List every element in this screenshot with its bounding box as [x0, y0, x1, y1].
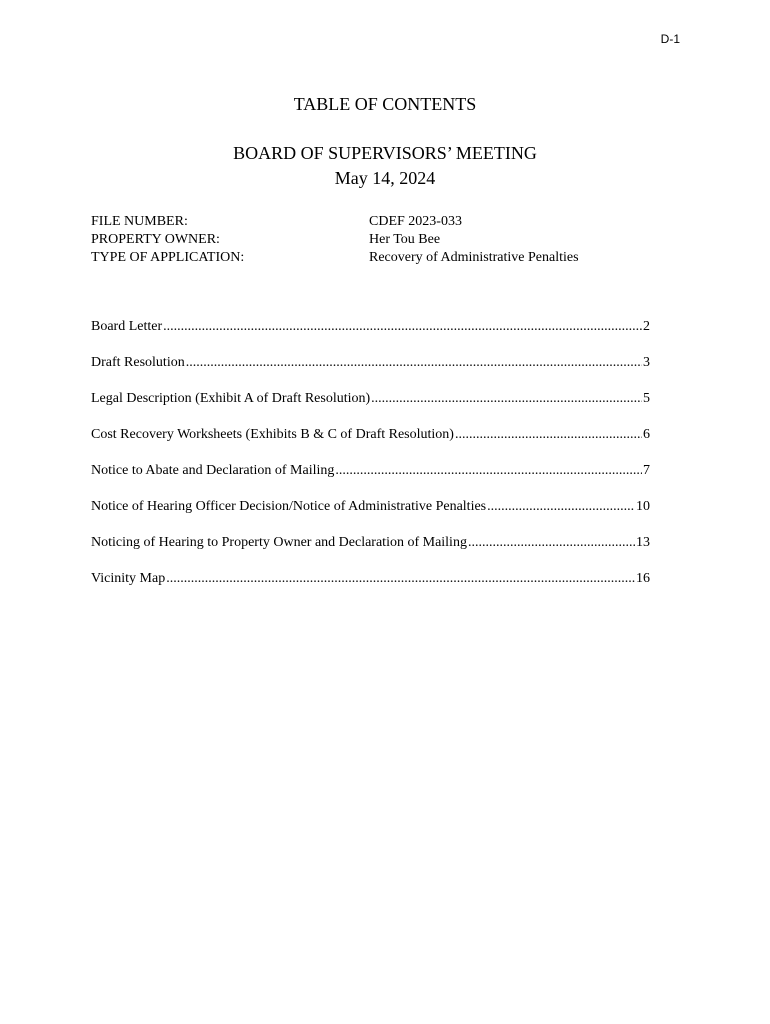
dot-leader: [455, 427, 642, 443]
dot-leader: [166, 571, 635, 587]
toc-page-number: 16: [636, 571, 650, 586]
toc-entry-label: Legal Description (Exhibit A of Draft Resolution): [91, 391, 371, 406]
table-of-contents: [91, 319, 650, 607]
toc-page-number: 5: [643, 391, 650, 406]
toc-page-number: 2: [643, 319, 650, 334]
toc-page-number: 6: [643, 427, 650, 442]
application-type-row: [91, 249, 579, 267]
toc-page-number: 13: [636, 535, 650, 550]
toc-entry-notice-to-abate[interactable]: [91, 463, 650, 499]
toc-entry-vicinity-map[interactable]: [91, 571, 650, 607]
toc-page-number: 10: [636, 499, 650, 514]
toc-entry-board-letter[interactable]: [91, 319, 650, 355]
toc-entry-label: Vicinity Map: [91, 571, 166, 586]
toc-entry-label: Notice of Hearing Officer Decision/Notice of Administrative Penalties: [91, 499, 487, 514]
toc-page-number: 3: [643, 355, 650, 370]
toc-entry-label: Board Letter: [91, 319, 163, 334]
property-owner-row: [91, 231, 579, 249]
property-owner-value: Her Tou Bee: [369, 232, 441, 247]
file-info-block: [91, 213, 579, 267]
dot-leader: [371, 391, 642, 407]
file-number-value: CDEF 2023-033: [369, 214, 462, 229]
meeting-title: BOARD OF SUPERVISORS’ MEETING: [233, 143, 537, 163]
toc-heading: TABLE OF CONTENTS: [293, 94, 477, 114]
toc-entry-label: Noticing of Hearing to Property Owner and Declaration of Mailing: [91, 535, 467, 550]
toc-entry-draft-resolution[interactable]: [91, 355, 650, 391]
toc-entry-label: Cost Recovery Worksheets (Exhibits B & C of Draft Resolution): [91, 427, 454, 442]
toc-entry-label: Draft Resolution: [91, 355, 185, 370]
dot-leader: [468, 535, 635, 551]
toc-entry-label: Notice to Abate and Declaration of Mailing: [91, 463, 335, 478]
toc-entry-cost-recovery-worksheets[interactable]: [91, 427, 650, 463]
toc-entry-noticing-of-hearing[interactable]: [91, 535, 650, 571]
dot-leader: [186, 355, 642, 371]
application-type-value: Recovery of Administrative Penalties: [369, 250, 579, 265]
page-identifier: D-1: [660, 32, 680, 46]
dot-leader: [163, 319, 642, 335]
meeting-date: May 14, 2024: [334, 168, 436, 188]
property-owner-label: PROPERTY OWNER:: [91, 232, 220, 247]
dot-leader: [335, 463, 642, 479]
file-number-row: [91, 213, 579, 231]
toc-entry-hearing-officer-decision[interactable]: [91, 499, 650, 535]
toc-entry-legal-description[interactable]: [91, 391, 650, 427]
file-number-label: FILE NUMBER:: [91, 214, 188, 229]
dot-leader: [487, 499, 635, 515]
application-type-label: TYPE OF APPLICATION:: [91, 250, 245, 265]
toc-page-number: 7: [643, 463, 650, 478]
